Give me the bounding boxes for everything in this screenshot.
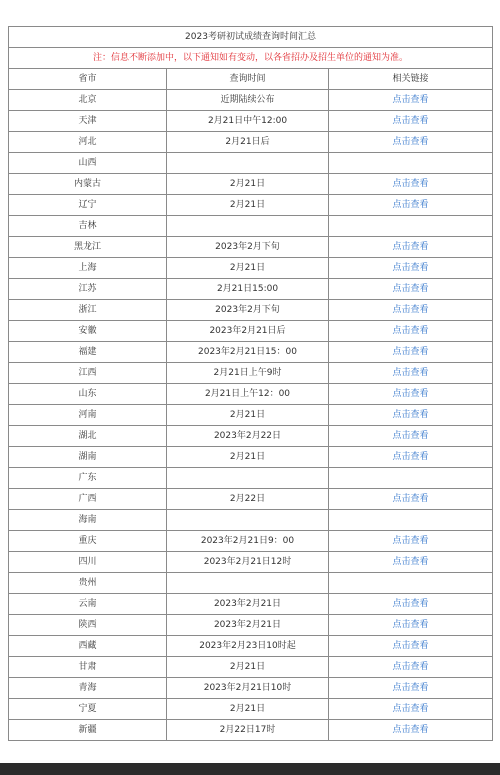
link-cell [329,699,493,720]
view-link[interactable]: 点击查看 [392,263,429,273]
link-cell [329,90,493,111]
province-cell: 海南 [9,510,167,531]
province-cell: 内蒙古 [9,174,167,195]
view-link[interactable]: 点击查看 [392,179,429,189]
table-row [9,111,493,132]
province-cell: 吉林 [9,216,167,237]
province-cell: 甘肃 [9,657,167,678]
link-cell [329,594,493,615]
province-cell: 江西 [9,363,167,384]
view-link[interactable]: 点击查看 [392,494,429,504]
query-time-cell: 2023年2月21日9：00 [167,531,329,552]
table-row [9,237,493,258]
table-row [9,279,493,300]
query-time-cell: 2023年2月21日 [167,615,329,636]
province-cell: 河南 [9,405,167,426]
query-time-cell: 2023年2月21日10时 [167,678,329,699]
link-cell [329,573,493,594]
query-time-cell: 2023年2月21日15：00 [167,342,329,363]
view-link[interactable]: 点击查看 [392,599,429,609]
view-link[interactable]: 点击查看 [392,95,429,105]
query-time-cell [167,216,329,237]
table-row [9,258,493,279]
view-link[interactable]: 点击查看 [392,620,429,630]
query-time-cell: 2023年2月21日12时 [167,552,329,573]
link-cell [329,678,493,699]
query-time-cell: 2月21日 [167,657,329,678]
view-link[interactable]: 点击查看 [392,410,429,420]
query-time-cell: 近期陆续公布 [167,90,329,111]
province-cell: 辽宁 [9,195,167,216]
table-row [9,216,493,237]
table-row [9,468,493,489]
province-cell: 西藏 [9,636,167,657]
view-link[interactable]: 点击查看 [392,641,429,651]
query-time-cell: 2月21日中午12:00 [167,111,329,132]
province-cell: 黑龙江 [9,237,167,258]
table-row [9,678,493,699]
table-row [9,384,493,405]
query-time-cell: 2月22日17时 [167,720,329,741]
query-time-cell: 2023年2月22日 [167,426,329,447]
province-cell: 安徽 [9,321,167,342]
link-cell [329,153,493,174]
link-cell [329,489,493,510]
query-time-cell: 2月21日 [167,174,329,195]
view-link[interactable]: 点击查看 [392,347,429,357]
view-link[interactable]: 点击查看 [392,305,429,315]
query-time-cell: 2月21日后 [167,132,329,153]
province-cell: 湖北 [9,426,167,447]
query-time-cell: 2月21日 [167,699,329,720]
score-query-table [8,26,493,741]
province-cell: 广西 [9,489,167,510]
table-row [9,657,493,678]
link-cell [329,510,493,531]
link-cell [329,279,493,300]
link-cell [329,363,493,384]
province-cell: 河北 [9,132,167,153]
province-cell: 新疆 [9,720,167,741]
link-cell [329,615,493,636]
query-time-cell: 2023年2月21日后 [167,321,329,342]
table-row [9,699,493,720]
province-cell: 贵州 [9,573,167,594]
link-cell [329,552,493,573]
table-row [9,573,493,594]
link-cell [329,636,493,657]
province-cell: 云南 [9,594,167,615]
table-row [9,363,493,384]
query-time-cell: 2月21日 [167,405,329,426]
link-cell [329,447,493,468]
query-time-cell: 2月21日 [167,195,329,216]
view-link[interactable]: 点击查看 [392,683,429,693]
header-province: 省市 [9,69,167,90]
table-row [9,321,493,342]
table-row [9,342,493,363]
table-row [9,300,493,321]
province-cell: 山西 [9,153,167,174]
table-row [9,426,493,447]
table-row [9,594,493,615]
table-row [9,510,493,531]
link-cell [329,426,493,447]
link-cell [329,174,493,195]
query-time-cell: 2023年2月下旬 [167,237,329,258]
province-cell: 山东 [9,384,167,405]
table-row [9,153,493,174]
link-cell [329,111,493,132]
link-cell [329,258,493,279]
query-time-cell: 2月21日15:00 [167,279,329,300]
link-cell [329,321,493,342]
table-notice: 注：信息不断添加中，以下通知如有变动，以各省招办及招生单位的通知为准。 [9,48,493,69]
view-link[interactable]: 点击查看 [392,284,429,294]
view-link[interactable]: 点击查看 [392,452,429,462]
view-link[interactable]: 点击查看 [392,200,429,210]
link-cell [329,405,493,426]
province-cell: 四川 [9,552,167,573]
table-row [9,531,493,552]
province-cell: 广东 [9,468,167,489]
view-link[interactable]: 点击查看 [392,557,429,567]
header-related-link: 相关链接 [329,69,493,90]
link-cell [329,384,493,405]
table-row [9,615,493,636]
query-time-cell [167,153,329,174]
table-row [9,720,493,741]
view-link[interactable]: 点击查看 [392,368,429,378]
table-row [9,90,493,111]
view-link[interactable]: 点击查看 [392,389,429,399]
query-time-cell: 2月21日上午12：00 [167,384,329,405]
header-row [9,69,493,90]
province-cell: 上海 [9,258,167,279]
query-time-cell: 2023年2月21日 [167,594,329,615]
view-link[interactable]: 点击查看 [392,137,429,147]
province-cell: 北京 [9,90,167,111]
link-cell [329,657,493,678]
query-time-cell [167,468,329,489]
query-time-cell: 2023年2月下旬 [167,300,329,321]
province-cell: 江苏 [9,279,167,300]
view-link[interactable]: 点击查看 [392,536,429,546]
table-row [9,195,493,216]
province-cell: 重庆 [9,531,167,552]
view-link[interactable]: 点击查看 [392,704,429,714]
province-cell: 宁夏 [9,699,167,720]
table-row [9,405,493,426]
query-time-cell: 2月21日 [167,258,329,279]
query-time-cell: 2月21日 [167,447,329,468]
score-query-table-container [8,26,492,741]
table-row [9,447,493,468]
view-link[interactable]: 点击查看 [392,725,429,735]
link-cell [329,342,493,363]
view-link[interactable]: 点击查看 [392,116,429,126]
table-row [9,132,493,153]
province-cell: 湖南 [9,447,167,468]
table-title: 2023考研初试成绩查询时间汇总 [9,27,493,48]
province-cell: 浙江 [9,300,167,321]
link-cell [329,132,493,153]
query-time-cell: 2月22日 [167,489,329,510]
table-row [9,489,493,510]
province-cell: 天津 [9,111,167,132]
province-cell: 青海 [9,678,167,699]
link-cell [329,195,493,216]
query-time-cell: 2023年2月23日10时起 [167,636,329,657]
link-cell [329,237,493,258]
view-link[interactable]: 点击查看 [392,431,429,441]
province-cell: 陕西 [9,615,167,636]
table-row [9,636,493,657]
query-time-cell: 2月21日上午9时 [167,363,329,384]
table-row [9,174,493,195]
table-row [9,552,493,573]
view-link[interactable]: 点击查看 [392,242,429,252]
link-cell [329,216,493,237]
link-cell [329,720,493,741]
query-time-cell [167,510,329,531]
province-cell: 福建 [9,342,167,363]
link-cell [329,468,493,489]
header-query-time: 查询时间 [167,69,329,90]
view-link[interactable]: 点击查看 [392,326,429,336]
view-link[interactable]: 点击查看 [392,662,429,672]
bottom-bar [0,763,500,775]
link-cell [329,300,493,321]
query-time-cell [167,573,329,594]
link-cell [329,531,493,552]
